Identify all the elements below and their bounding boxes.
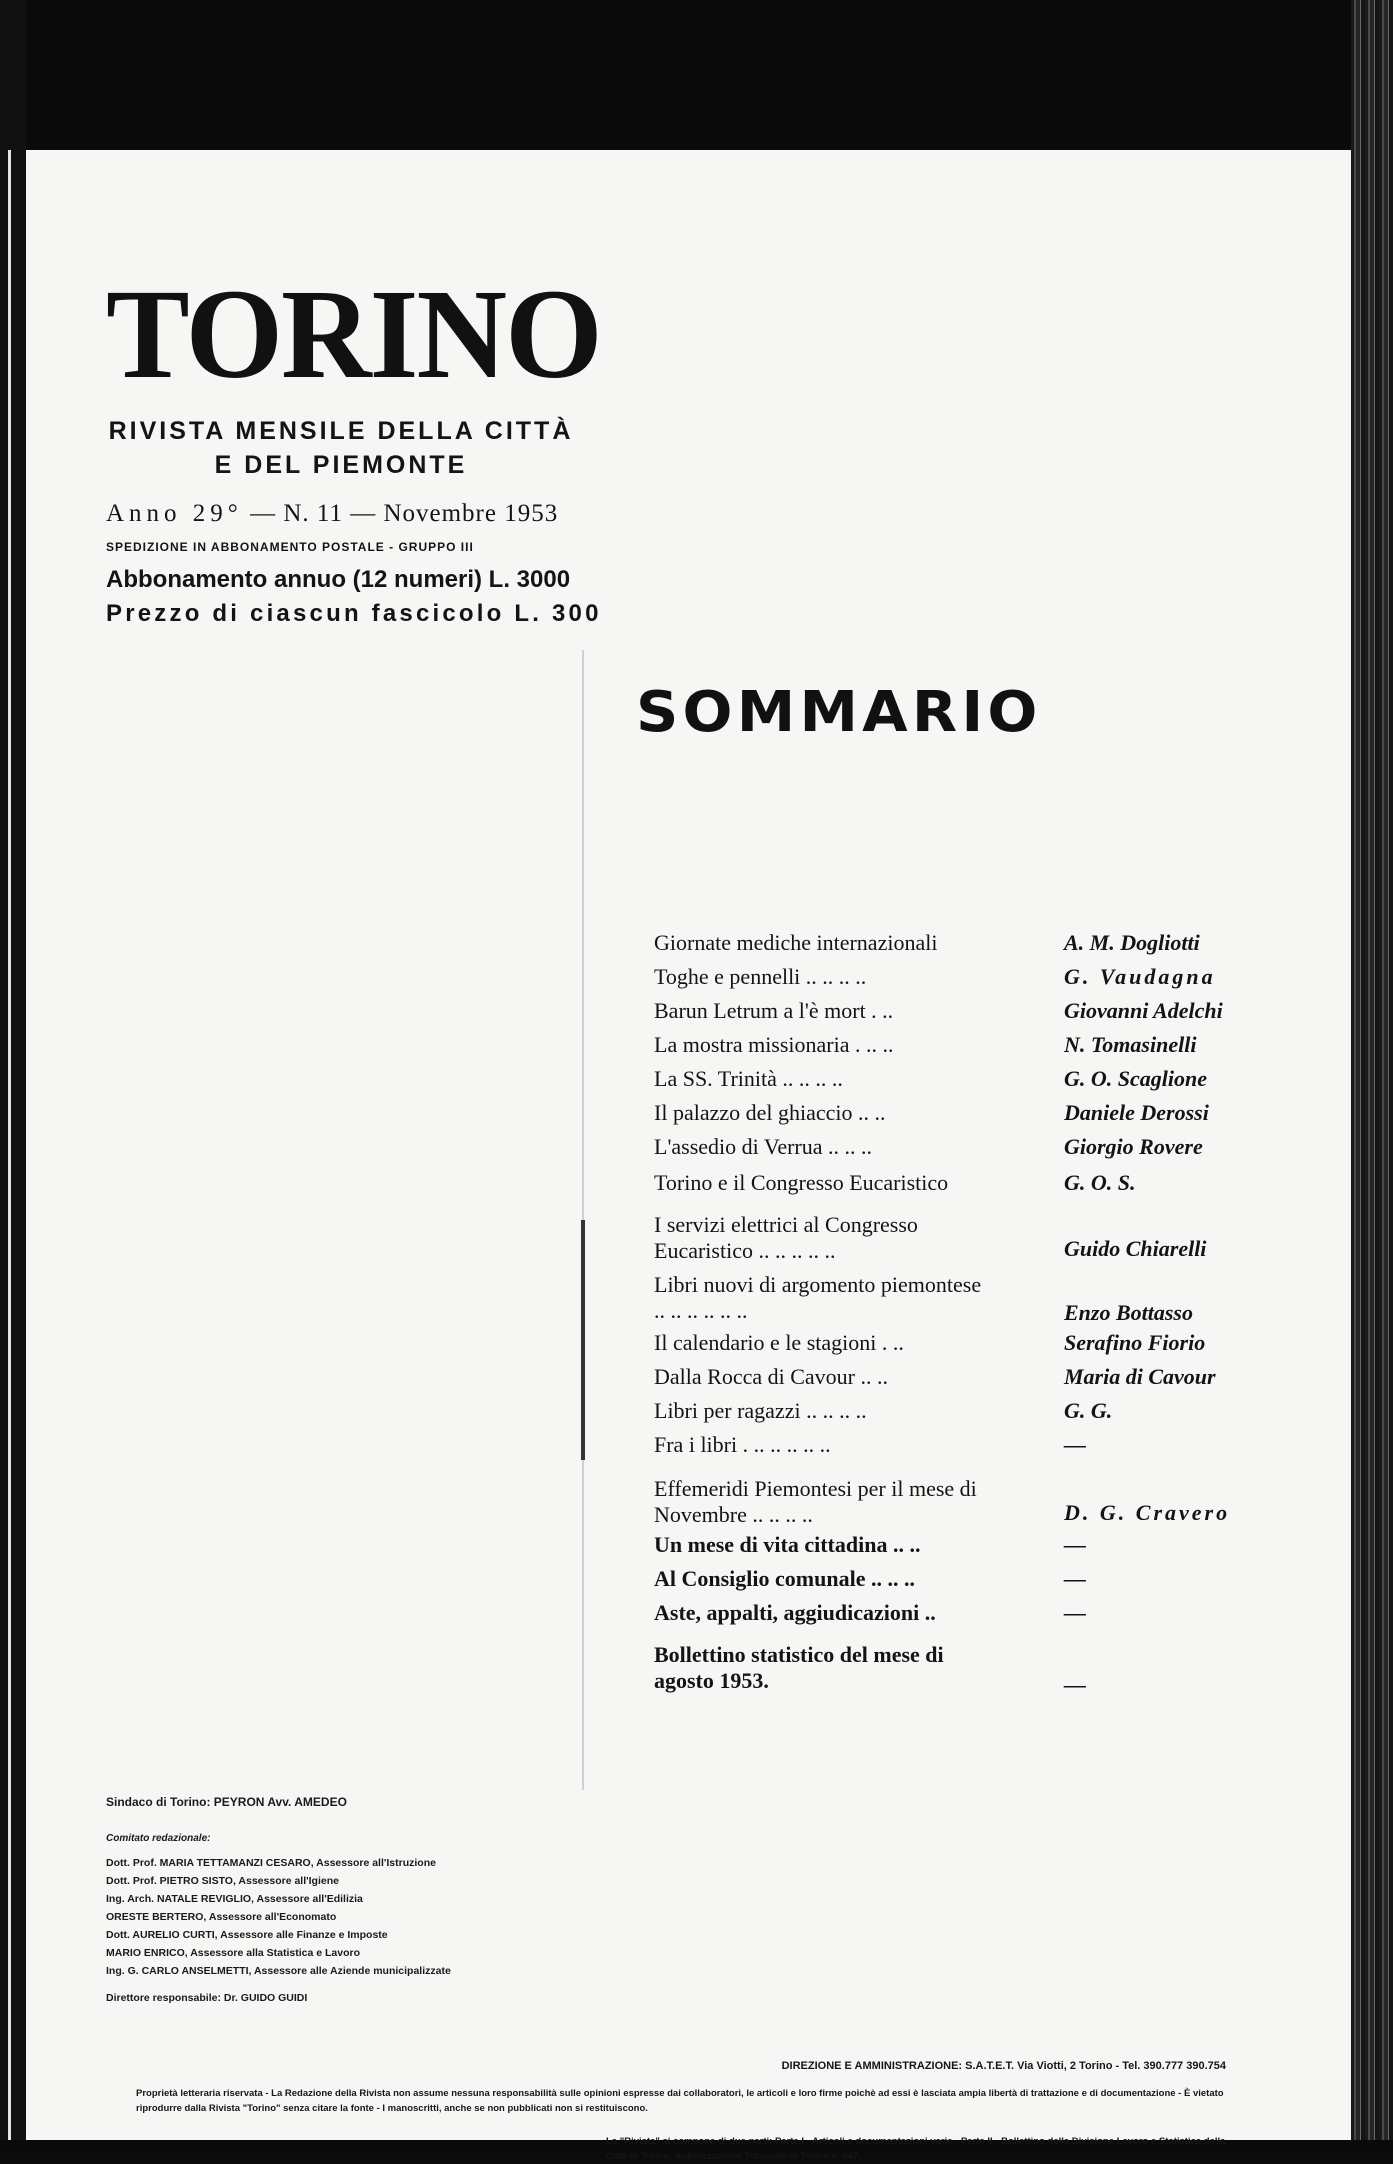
toc-entry-author: Giovanni Adelchi: [1064, 998, 1223, 1023]
toc-entry-title: Al Consiglio comunale .. .. ..: [654, 1566, 915, 1591]
rights-notice: Proprietà letteraria riservata - La Redazione della Rivista non assume nessuna responsabilità sulle opinioni espresse dai collaboratori, le articoli e loro firme poichè ad essi è lasciata ampia libertà di trattazione e di documentazione - È vietato riprodurre dalla Rivista "Torino" senza citare la fonte - I manoscritti, anche se non pubblicati non si restituiscono.: [136, 2088, 1224, 2114]
subtitle-line-2: E DEL PIEMONTE: [214, 451, 468, 479]
toc-entry-author: Guido Chiarelli: [1064, 1236, 1207, 1261]
editorial-staff: [106, 1795, 626, 2004]
toc-entry-author: N. Tomasinelli: [1064, 1032, 1197, 1057]
committee-member: Ing. Arch. NATALE REVIGLIO, Assessore all'Edilizia: [106, 1893, 363, 1905]
toc-entry-title: Effemeridi Piemontesi per il mese di Novembre .. .. .. ..: [654, 1476, 977, 1527]
toc-entry-author: Enzo Bottasso: [1064, 1300, 1193, 1325]
page-footer: [136, 2060, 1246, 2164]
masthead: [106, 263, 626, 628]
subtitle-line-1: RIVISTA MENSILE DELLA CITTÀ: [108, 417, 574, 445]
toc-entry-title: Il calendario e le stagioni . ..: [654, 1330, 904, 1355]
committee-label: Comitato redazionale:: [106, 1833, 211, 1844]
toc-entry-author: Daniele Derossi: [1064, 1100, 1209, 1125]
magazine-title: TORINO: [106, 263, 601, 405]
toc-entry-title: La SS. Trinità .. .. .. ..: [654, 1066, 843, 1091]
left-edge-line: [8, 150, 11, 2150]
committee-member: Dott. Prof. MARIA TETTAMANZI CESARO, Assessore all'Istruzione: [106, 1857, 436, 1869]
mayor-line: Sindaco di Torino: PEYRON Avv. AMEDEO: [106, 1795, 347, 1809]
toc-entry-author: G. O. S.: [1064, 1170, 1136, 1195]
committee-member: MARIO ENRICO, Assessore alla Statistica e Lavoro: [106, 1947, 361, 1959]
toc-entry-author: Serafino Fiorio: [1064, 1330, 1206, 1355]
issue-number-date: — N. 11 — Novembre 1953: [250, 500, 559, 527]
toc-entry-title: Barun Letrum a l'è mort . ..: [654, 998, 894, 1023]
toc-entry-title: Libri per ragazzi .. .. .. ..: [654, 1398, 867, 1423]
toc-entry-author: Giorgio Rovere: [1064, 1134, 1203, 1159]
committee-member: Dott. Prof. PIETRO SISTO, Assessore all'Igiene: [106, 1875, 339, 1887]
issue-year: Anno 29°: [106, 500, 243, 527]
toc-entry-author: —: [1064, 1432, 1086, 1457]
toc-entry-author: G. Vaudagna: [1064, 964, 1216, 989]
toc-entry-author: —: [1064, 1566, 1086, 1591]
toc-entry-title: Torino e il Congresso Eucaristico: [654, 1170, 949, 1195]
toc-entry-author: A. M. Dogliotti: [1064, 930, 1200, 955]
left-scan-border: [0, 0, 26, 2150]
director-line: Direttore responsabile: Dr. GUIDO GUIDI: [106, 1992, 308, 2004]
toc-entry-title: Fra i libri . .. .. .. .. ..: [654, 1432, 831, 1457]
committee-member: Ing. G. CARLO ANSELMETTI, Assessore alle Aziende municipalizzate: [106, 1965, 451, 1977]
magazine-page: [26, 150, 1351, 2162]
toc-entry-author: G. G.: [1064, 1398, 1113, 1423]
committee-member: ORESTE BERTERO, Assessore all'Economato: [106, 1911, 337, 1923]
toc-entry-title: Toghe e pennelli .. .. .. ..: [654, 964, 867, 989]
postal-notice: SPEDIZIONE IN ABBONAMENTO POSTALE - GRUPPO III: [106, 540, 474, 554]
committee-member: Dott. AURELIO CURTI, Assessore alle Finanze e Imposte: [106, 1929, 388, 1941]
column-divider-mark: [581, 1220, 585, 1460]
toc-entry-title: Un mese di vita cittadina .. ..: [654, 1532, 921, 1557]
contents-heading: SOMMARIO: [636, 680, 1042, 745]
toc-entry-title: L'assedio di Verrua .. .. ..: [654, 1134, 873, 1159]
issue-info: [106, 500, 626, 528]
binding-spine: [1351, 0, 1393, 2150]
toc-entry-title: I servizi elettrici al Congresso Eucaristico .. .. .. .. ..: [654, 1212, 918, 1263]
magazine-subtitle: [106, 414, 576, 482]
toc-entry-title: Aste, appalti, aggiudicazioni ..: [654, 1600, 936, 1625]
toc-entry-title: Giornate mediche internazionali: [654, 930, 938, 955]
toc-entry-title: La mostra missionaria . .. ..: [654, 1032, 894, 1057]
issue-price: Prezzo di ciascun fascicolo L. 300: [106, 600, 602, 627]
magazine-parts-note: La "Rivista" si compone di due parti: Parte I - Articoli e documentazioni varie - Parte II - Bollettino della Divisione Lavoro e Statistica della Città di Torino. Autorizzazione Tribunale di Torino n. 667.: [606, 2136, 1226, 2162]
toc-entry-title: Bollettino statistico del mese di agosto 1953.: [654, 1642, 944, 1693]
toc-entry-title: Il palazzo del ghiaccio .. ..: [654, 1100, 886, 1125]
committee-members: [106, 1854, 626, 1980]
toc-entry-author: —: [1064, 1600, 1086, 1625]
subscription-price: Abbonamento annuo (12 numeri) L. 3000: [106, 566, 571, 593]
toc-entry-title: Libri nuovi di argomento piemontese .. .. .. .. .. ..: [654, 1272, 982, 1323]
toc-entry-author: Maria di Cavour: [1064, 1364, 1216, 1389]
toc-entry-author: G. O. Scaglione: [1064, 1066, 1207, 1091]
administration-address: DIREZIONE E AMMINISTRAZIONE: S.A.T.E.T. Via Viotti, 2 Torino - Tel. 390.777 390.754: [781, 2060, 1226, 2072]
toc-entry-author: —: [1064, 1532, 1086, 1557]
top-scan-border: [0, 0, 1393, 150]
toc-entry-author: D. G. Cravero: [1064, 1500, 1231, 1525]
toc-entry-title: Dalla Rocca di Cavour .. ..: [654, 1364, 888, 1389]
toc-entry-author: —: [1064, 1672, 1086, 1697]
